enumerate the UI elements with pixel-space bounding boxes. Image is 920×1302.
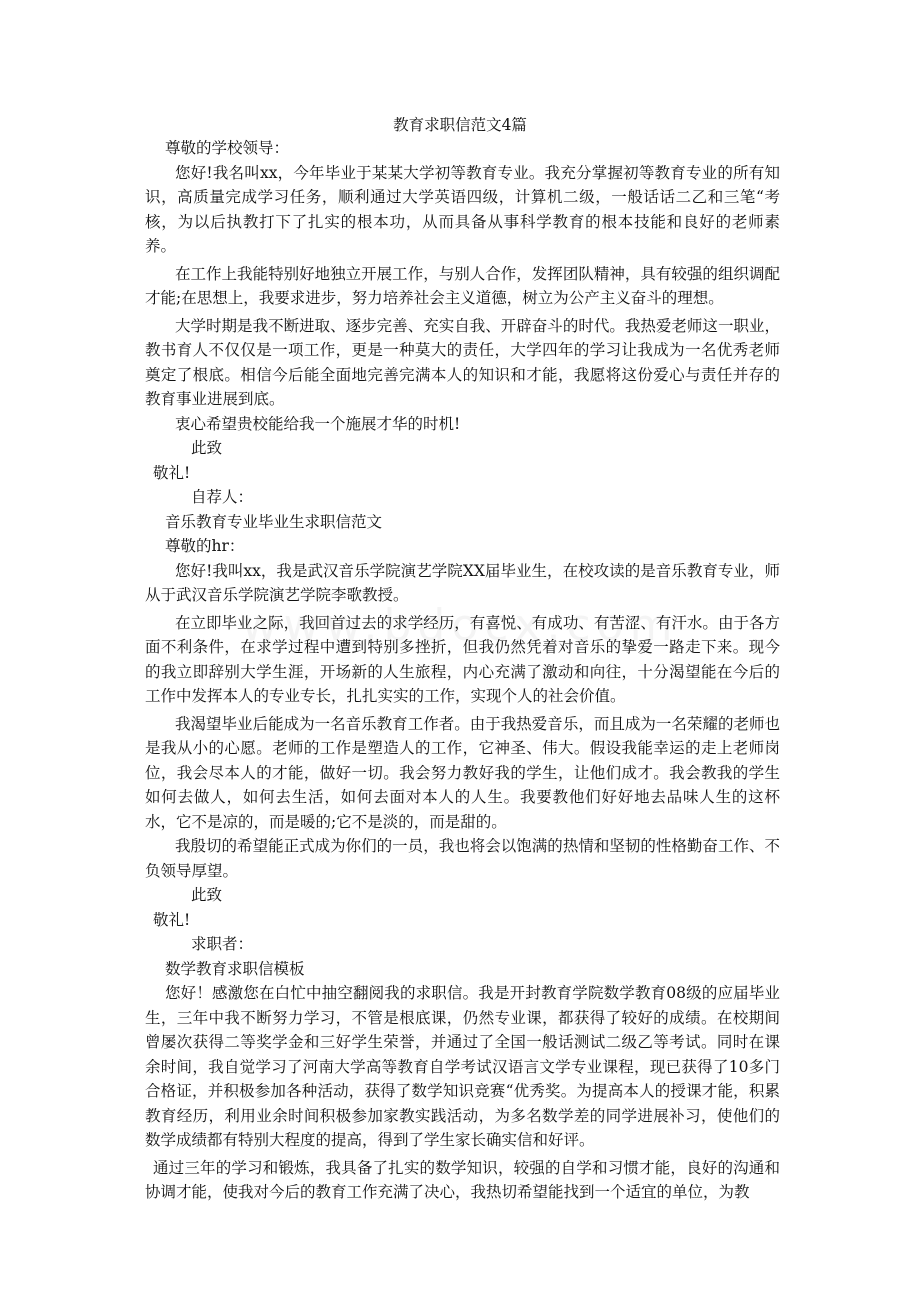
paragraph: 您好！感激您在白忙中抽空翻阅我的求职信。我是开封教育学院数学教育08级的应届毕业生，三年中我不断努力学习，不管是根底课，仍然专业课，都获得了较好的成绩。在校期间曾屡次获得二等奖学金和三好学生荣誉，并通过了全国一般话测试二级乙等考试。同时在课余时间，我自觉学习了河南大学高等教育自学考试汉语言文学专业课程，现已获得了10多门合格证，并积极参加各种活动，获得了数学知识竞赛“优秀奖。为提高本人的授课才能，积累教育经历，利用业余时间积极参加家教实践活动，为多名数学差的同学进展补习，使他们的数学成绩都有特别大程度的提高，得到了学生家长确实信和好评。 xyxy=(145,984,780,1149)
paragraph: 在立即毕业之际，我回首过去的求学经历，有喜悦、有成功、有苦涩、有汗水。由于各方面不利条件，在求学过程中遭到特别多挫折，但我仍然凭着对音乐的挚爱一路走下来。现今的我立即辞别大学生涯，开场新的人生旅程，内心充满了激动和向往，十分渴望能在今后的工作中发挥本人的专业专长，扎扎实实的工作，实现个人的社会价值。 xyxy=(145,613,780,705)
paragraph: 通过三年的学习和锻炼，我具备了扎实的数学知识，较强的自学和习惯才能，良好的沟通和协调才能，使我对今后的教育工作充满了决心，我热切希望能找到一个适宜的单位，为教 xyxy=(145,1158,780,1201)
paragraph: 您好!我名叫xx，今年毕业于某某大学初等教育专业。我充分掌握初等教育专业的所有知识，高质量完成学习任务，顺利通过大学英语四级，计算机二级，一般话话二乙和三笔“考核，为以后执教打下了扎实的根本功，从而具备从事科学教育的根本技能和良好的老师素养。 xyxy=(145,163,780,255)
paragraph: 我殷切的希望能正式成为你们的一员，我也将会以饱满的热情和坚韧的性格勤奋工作、不负领导厚望。 xyxy=(145,837,780,880)
document-title: 教育求职信范文4篇 xyxy=(393,116,527,134)
paragraph: 您好!我叫xx，我是武汉音乐学院演艺学院XX届毕业生，在校攻读的是音乐教育专业，师从于武汉音乐学院演艺学院李歌教授。 xyxy=(145,561,780,604)
signature-label: 自荐人： xyxy=(191,488,254,506)
closing-jingli: 敬礼! xyxy=(153,910,191,929)
closing-jingli: 敬礼! xyxy=(153,463,191,482)
paragraph: 在工作上我能特别好地独立开展工作，与别人合作，发挥团队精神，具有较强的组织调配才能;在思想上，我要求进步，努力培养社会主义道德，树立为公产主义奋斗的理想。 xyxy=(145,264,780,307)
salutation-2: 尊敬的hr： xyxy=(165,537,245,555)
signature-label: 求职者： xyxy=(191,935,254,953)
document-body xyxy=(145,136,780,1205)
section-heading: 数学教育求职信模板 xyxy=(165,959,305,978)
closing-cizhi: 此致 xyxy=(191,439,223,457)
salutation-1: 尊敬的学校领导： xyxy=(165,139,290,157)
paragraph: 衷心希望贵校能给我一个施展才华的时机! xyxy=(175,414,461,433)
paragraph: 大学时期是我不断进取、逐步完善、充实自我、开辟奋斗的时代。我热爱老师这一职业，教书育人不仅仅是一项工作，更是一种莫大的责任，大学四年的学习让我成为一名优秀老师奠定了根底。相信今后能全面地完善完满本人的知识和才能，我愿将这份爱心与责任并存的教育事业进展到底。 xyxy=(145,316,780,408)
section-heading: 音乐教育专业毕业生求职信范文 xyxy=(165,512,383,531)
paragraph: 我渴望毕业后能成为一名音乐教育工作者。由于我热爱音乐，而且成为一名荣耀的老师也是我从小的心愿。老师的工作是塑造人的工作，它神圣、伟大。假设我能幸运的走上老师岗位，我会尽本人的才能，做好一切。我会努力教好我的学生，让他们成才。我会教我的学生如何去做人，如何去生活，如何去面对本人的人生。我要教他们好好地去品味人生的这杯水，它不是凉的，而是暖的;它不是淡的，而是甜的。 xyxy=(145,714,780,831)
closing-cizhi: 此致 xyxy=(191,886,223,904)
